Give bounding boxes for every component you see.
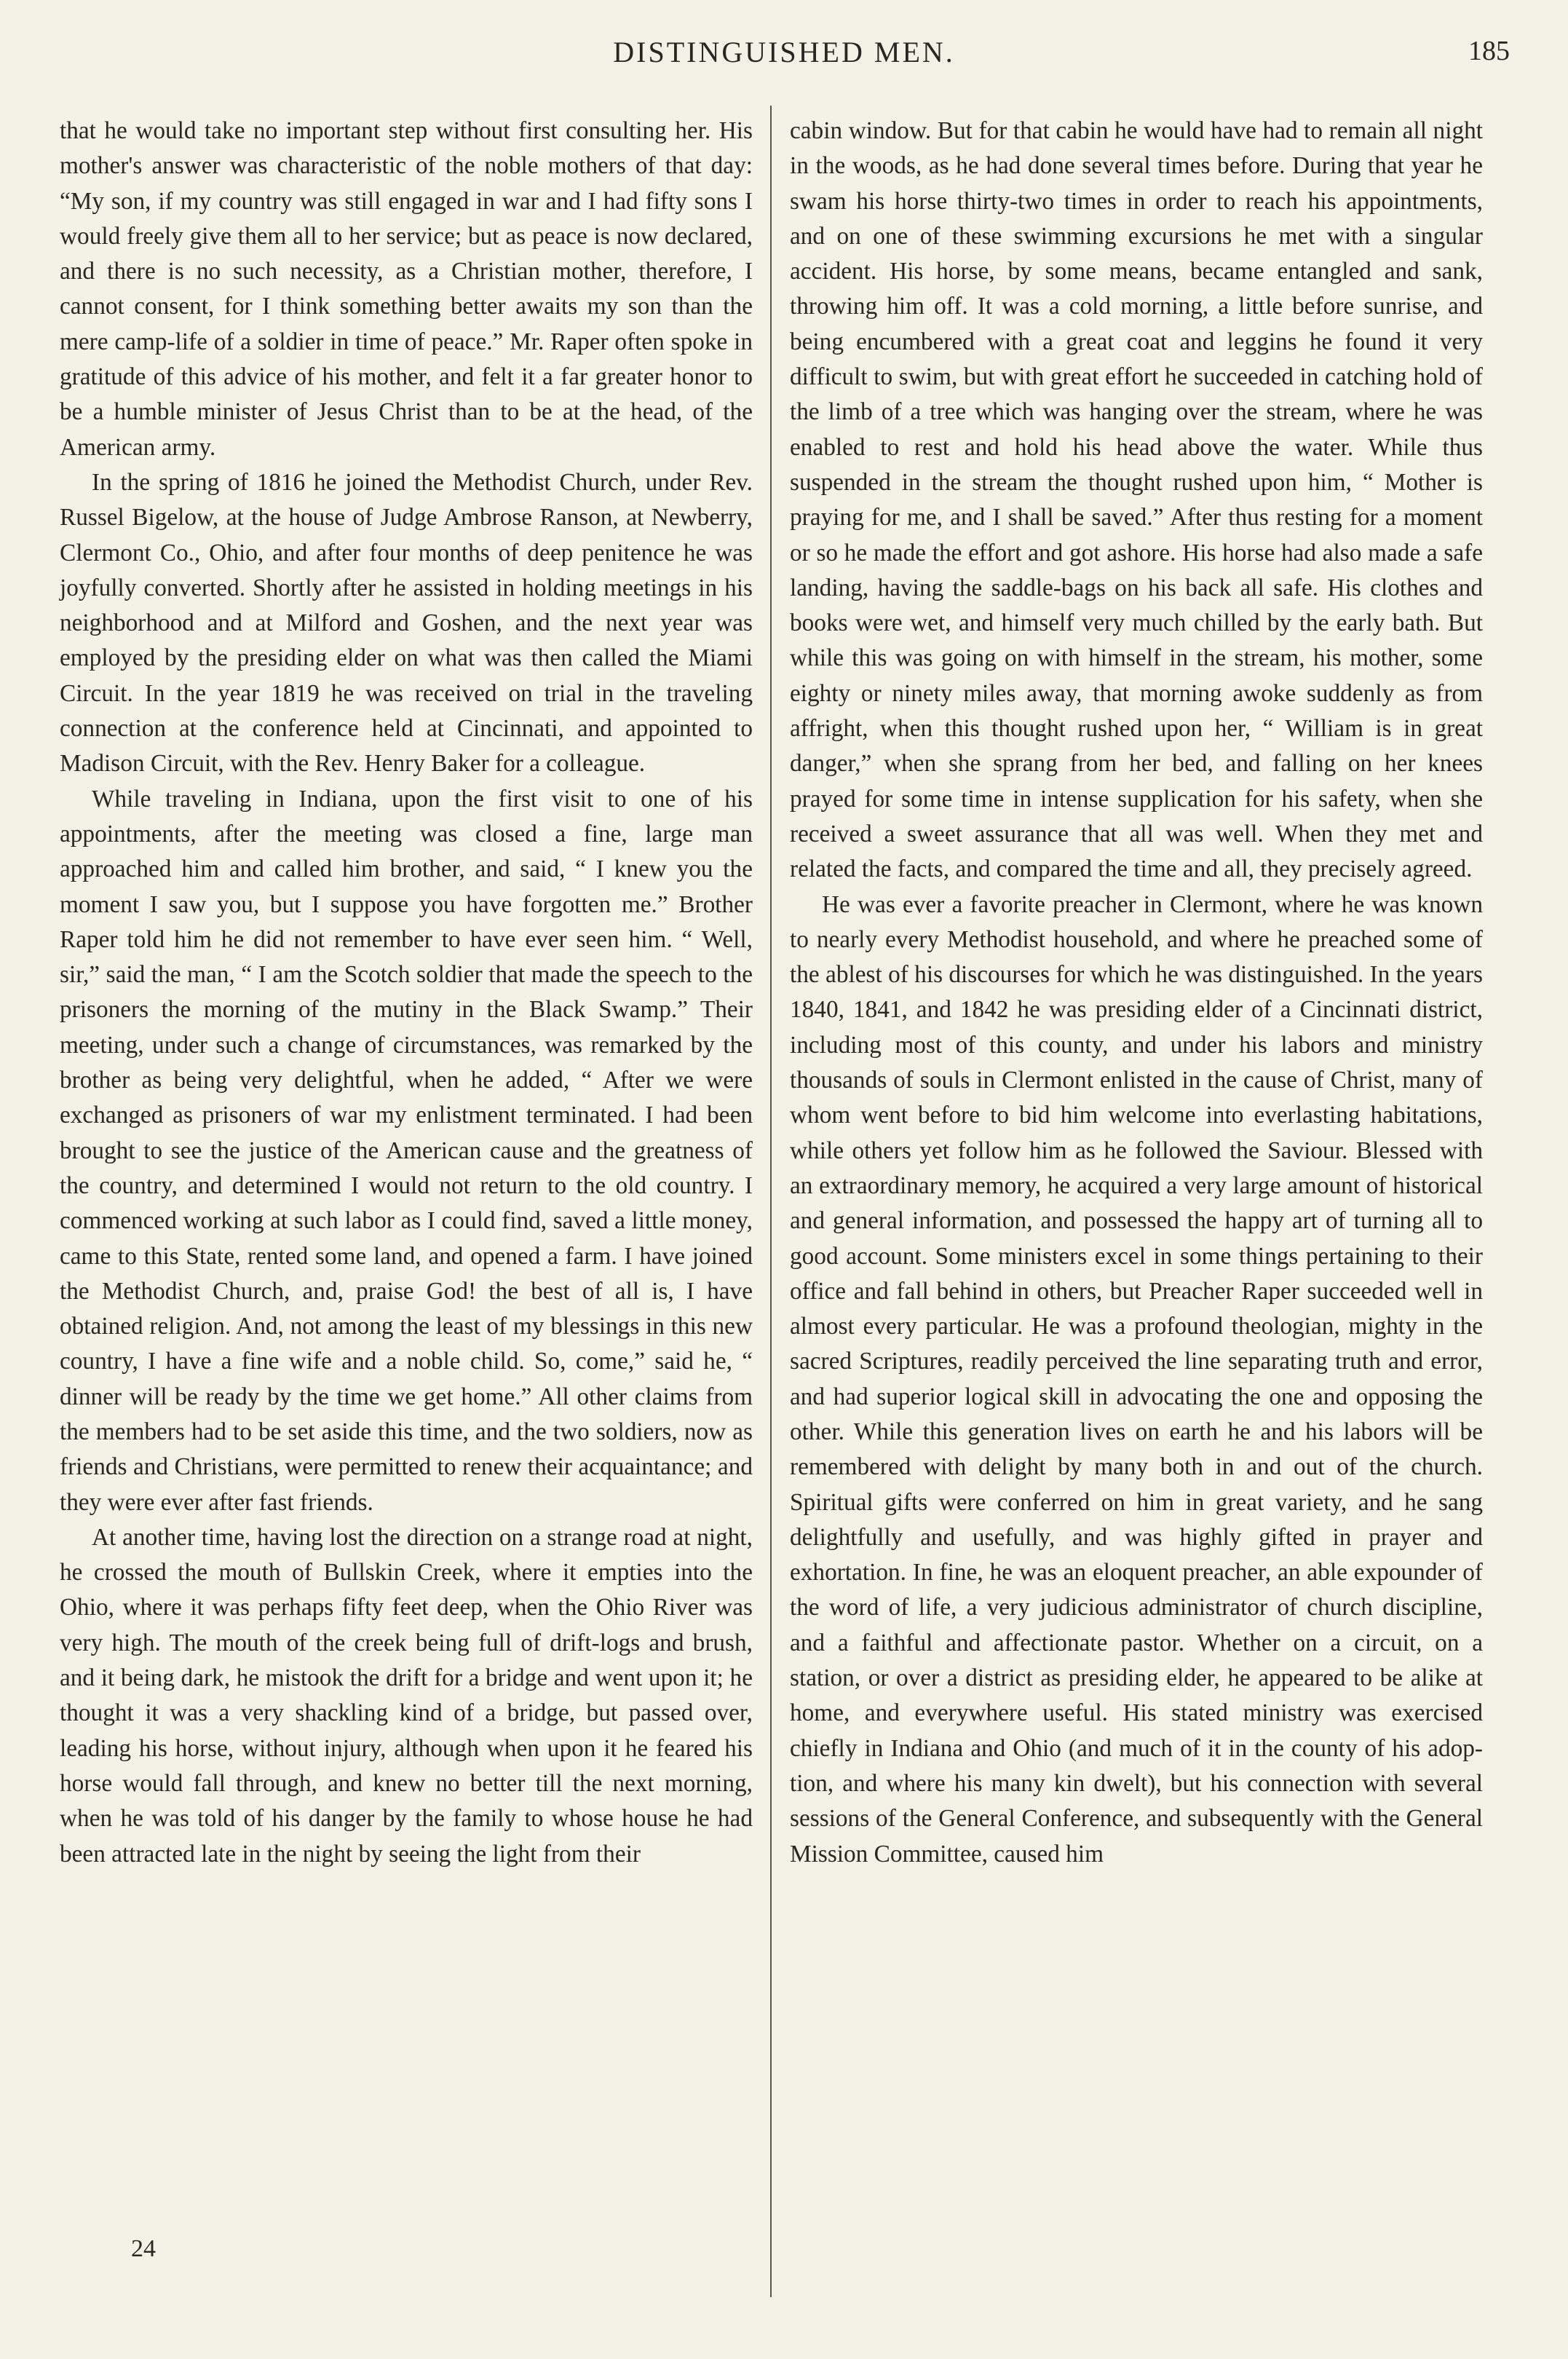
paragraph: In the spring of 1816 he joined the Methodist Church, under Rev. Russel Bigelow, at the house of Judge Ambrose Ranson, at Newberry, Clermont Co., Ohio, and after four months of deep penitence he was joyfully converted. Shortly after he assisted in holding meetings in his neighborhood and at Milford and Goshen, and the next year was employed by the presiding elder on what was then called the Miami Circuit. In the year 1819 he was received on trial in the traveling connection at the conference held at Cincinnati, and appointed to Madison Circuit, with the Rev. Henry Baker for a colleague. [60,468,753,778]
paragraph: While traveling in Indiana, upon the first visit to one of his appointments, after the meeting was closed a fine, large man approached him and called him brother, and said, “ I knew you the moment I saw you, but I suppose you have forgotten me.” Brother Raper told him he did not remember to have ever seen him. “ Well, sir,” said the man, “ I am the Scotch soldier that made the speech to the prisoners the morning of the mutiny in the Black Swamp.” Their meeting, under such a change of circumstances, was remarked by the brother as being very delightful, when he added, “ After we were exchanged as prisoners of war my enlistment terminated. I had been brought to see the justice of the American cause and the greatness of the country, and determined I would not return to the old country. I commenced working at such labor as I could find, saved a little money, came to this State, rented some land, and opened a farm. I have joined the Methodist Church, and, praise God! the best of all is, I have obtained religion. And, not among the least of my blessings in this new country, I have a fine wife and a noble child. So, come,” said he, “ dinner will be ready by the time we get home.” All other claims from the members had to be set aside this time, and the two soldiers, now as friends and Christians, were permitted to renew their acquaintance; and they were ever after fast friends. [60,785,753,1516]
left-column [60,114,753,1872]
paragraph: that he would take no important step without first consulting her. His mother's answer was characteristic of the noble mothers of that day: “My son, if my country was still engaged in war and I had fifty sons I would freely give them all to her service; but as peace is now declared, and there is no such necessity, as a Christian mother, therefore, I cannot consent, for I think something better awaits my son than the mere camp-life of a soldier in time of peace.” Mr. Raper often spoke in gratitude of this advice of his mother, and felt it a far greater honor to be a humble minister of Jesus Christ than to be at the head, of the American army. [60,117,753,461]
paragraph: At another time, having lost the direction on a strange road at night, he crossed the mouth of Bullskin Creek, where it empties into the Ohio, where it was perhaps fifty feet deep, when the Ohio River was very high. The mouth of the creek being full of drift-logs and brush, and it being dark, he mistook the drift for a bridge and went upon it; he thought it was a very shackling kind of a bridge, but passed over, leading his horse, without injury, although when upon it he feared his horse would fall through, and knew no better till the next morning, when he was told of his danger by the family to whose house he had been attracted late in the night by seeing the light from their [60,1523,753,1868]
column-divider [770,106,772,2297]
paragraph: cabin window. But for that cabin he would have had to remain all night in the woods, as he had done several times before. During that year he swam his horse thirty-two times in order to reach his appointments, and on one of these swimming excursions he met with a singular accident. His horse, by some means, became entangled and sank, throwing him off. It was a cold morning, a little before sunrise, and being encumbered with a great coat and leggins he found it very difficult to swim, but with great effort he succeeded in catching hold of the limb of a tree which was hanging over the stream, where he was enabled to rest and hold his head above the water. While thus suspended in the stream the thought rushed upon him, “ Mother is praying for me, and I shall be saved.” After thus resting for a moment or so he made the effort and got ashore. His horse had also made a safe landing, having the saddle-bags on his back all safe. His clothes and books were wet, and himself very much chilled by the early bath. But while this was going on with himself in the stream, his mother, some eighty or ninety miles away, that morning awoke suddenly as from affright, when this thought rushed upon her, “ William is in great danger,” when she sprang from her bed, and falling on her knees prayed for some time in intense supplication for his safety, when she received a sweet assurance that all was well. When they met and related the facts, and compared the time and all, they precisely agreed. [790,117,1483,883]
page-number: 185 [1468,36,1510,66]
signature-mark: 24 [131,2235,156,2262]
page-header [51,35,1517,79]
running-title: DISTINGUISHED MEN. [613,36,955,68]
paragraph: He was ever a favorite preacher in Clermont, where he was known to nearly every Methodist household, and where he preached some of the ablest of his discourses for which he was distinguished. In the years 1840, 1841, and 1842 he was presiding elder of a Cincinnati district, including most of this county, and under his labors and ministry thousands of souls in Clermont enlisted in the cause of Christ, many of whom went before to bid him welcome into everlasting habitations, while others yet follow him as he followed the Saviour. Blessed with an extraordinary memory, he acquired a very large amount of historical and general information, and possessed the happy art of turning all to good account. Some ministers excel in some things pertaining to their office and fall behind in others, but Preacher Raper succeeded well in almost every particular. He was a profound theologian, mighty in the sacred Scriptures, readily perceived the line separating truth and error, and had superior logical skill in advocating the one and opposing the other. While this generation lives on earth he and his labors will be remembered with delight by many both in and out of the church. Spiritual gifts were conferred on him in great variety, and he sang delightfully and usefully, and was highly gifted in prayer and exhortation. In fine, he was an eloquent preacher, an able expounder of the word of life, a very judicious administrator of church discipline, and a faithful and affectionate pastor. Whether on a circuit, on a station, or over a district as presiding elder, he appeared to be alike at home, and everywhere useful. His stated ministry was exercised chiefly in Indiana and Ohio (and much of it in the county of his adoption, and where his many kin dwelt), but his connection with several sessions of the General Conference, and subsequently with the General Mission Committee, caused him [790,890,1483,1868]
right-column [790,114,1483,1872]
